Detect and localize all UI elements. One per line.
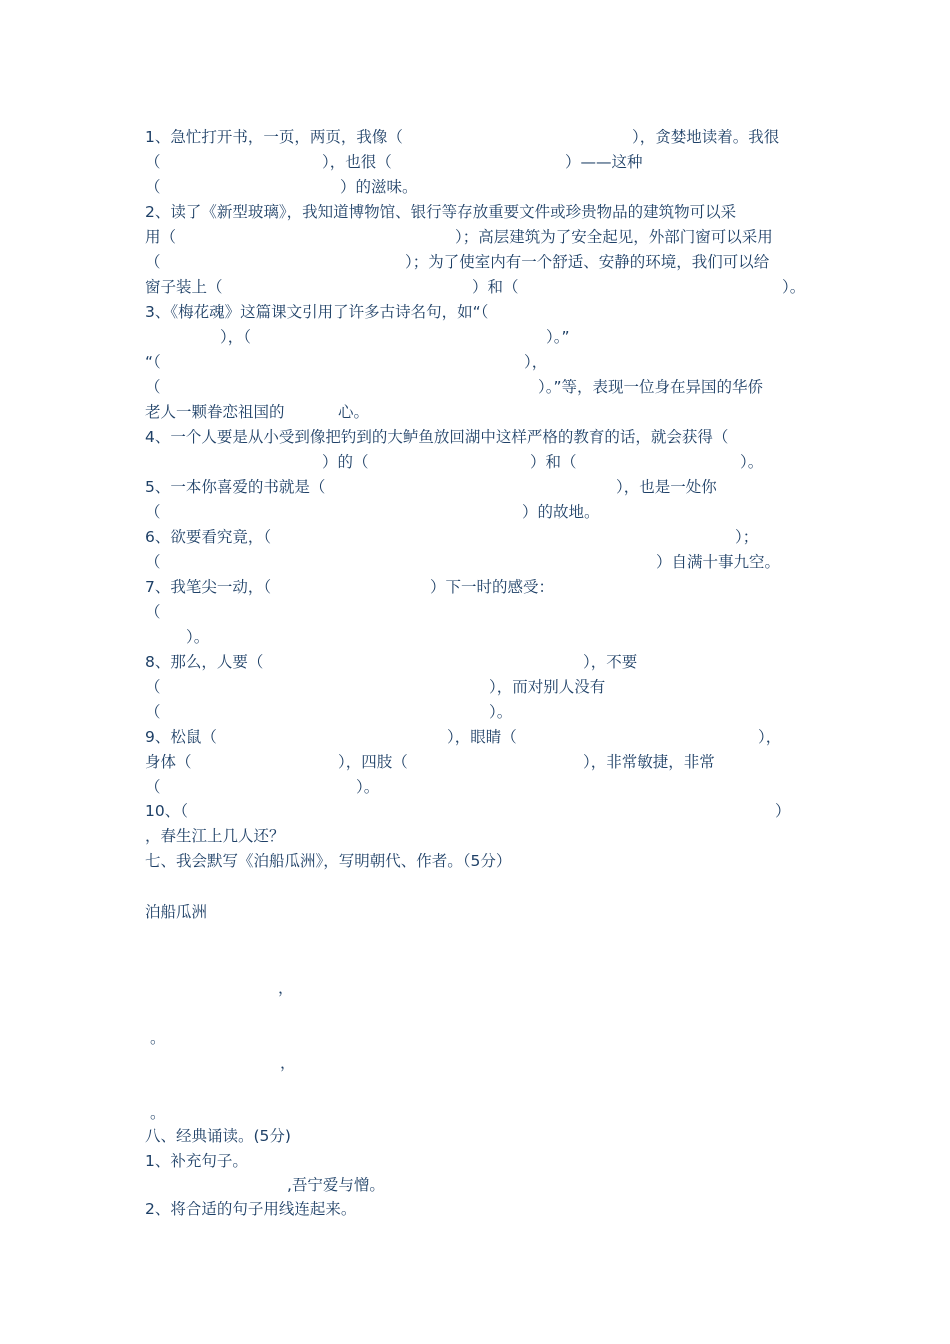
q4-text-d: ）。 [740, 453, 764, 471]
section-8-q1: 1、补充句子。 [145, 1152, 248, 1170]
q9-text-b: ），眼睛（ [447, 728, 517, 746]
q8-text-f: ）。 [489, 703, 513, 721]
q3-text-a: 3、《梅花魂》这篇课文引用了许多古诗名句，如“（ [145, 303, 489, 321]
q8-text-b: ），不要 [583, 653, 638, 671]
q1-text-g: ）的滋味。 [340, 178, 418, 196]
q3-text-f: （ [145, 378, 161, 396]
poem-period-2: 。 [150, 1104, 166, 1122]
q7-text-d: ）。 [186, 628, 210, 646]
poem-comma-1: ， [278, 979, 294, 997]
section-8-q1-line: ,吾宁爱与憎。 [287, 1176, 385, 1194]
q10-text-a: 10、（ [145, 802, 188, 820]
q9-text-d: 身体（ [145, 753, 192, 771]
q9-text-h: ）。 [356, 778, 380, 796]
q1-text-b: ），贪婪地读着。我很 [632, 128, 780, 146]
q3-text-c: ）。” [546, 328, 570, 346]
q5-text-b: ），也是一处你 [616, 478, 717, 496]
q10-text-c: ，春生江上几人还？ [145, 827, 285, 845]
q2-text-d: （ [145, 253, 161, 271]
q2-text-e: ）；为了使室内有一个舒适、安静的环境，我们可以给 [405, 253, 770, 271]
q3-text-e: ）， [524, 353, 548, 371]
q9-text-a: 9、松鼠（ [145, 728, 217, 746]
q2-text-b: 用（ [145, 228, 177, 246]
q1-text-e: ）——这种 [565, 153, 643, 171]
q9-text-c: ）， [758, 728, 782, 746]
q8-text-a: 8、那么，人要（ [145, 653, 264, 671]
poem-title: 泊船瓜洲 [145, 903, 208, 921]
section-8-q2: 2、将合适的句子用线连起来。 [145, 1200, 357, 1218]
q2-text-c: ）；高层建筑为了安全起见，外部门窗可以采用 [455, 228, 773, 246]
q2-text-a: 2、读了《新型玻璃》，我知道博物馆、银行等存放重要文件或珍贵物品的建筑物可以采 [145, 203, 737, 221]
q9-text-f: ），非常敏捷，非常 [583, 753, 715, 771]
q2-text-h: ）。 [782, 278, 806, 296]
q1-text-d: ），也很（ [322, 153, 392, 171]
section-8-heading: 八、经典诵读。(5分) [145, 1127, 291, 1145]
q4-text-a: 4、一个人要是从小受到像把钓到的大鲈鱼放回湖中这样严格的教育的话，就会获得（ [145, 428, 729, 446]
q8-text-e: （ [145, 703, 161, 721]
q7-text-c: （ [145, 603, 161, 621]
poem-comma-2: ， [280, 1054, 296, 1072]
q7-text-b: ）下一时的感受： [430, 578, 555, 596]
q6-text-a: 6、欲要看究竟，（ [145, 528, 272, 546]
q2-text-f: 窗子装上（ [145, 278, 223, 296]
q8-text-c: （ [145, 678, 161, 696]
q7-text-a: 7、我笔尖一动，（ [145, 578, 272, 596]
q4-text-c: ）和（ [530, 453, 577, 471]
q1-text-a: 1、急忙打开书，一页，两页，我像（ [145, 128, 403, 146]
q5-text-c: （ [145, 503, 161, 521]
poem-period-1: 。 [150, 1029, 166, 1047]
q1-text-f: （ [145, 178, 161, 196]
q3-text-b: ），（ [220, 328, 252, 346]
q1-text-c: （ [145, 153, 161, 171]
q5-text-a: 5、一本你喜爱的书就是（ [145, 478, 326, 496]
q3-text-g: ）。”等，表现一位身在异国的华侨 [538, 378, 764, 396]
q6-text-b: ）； [735, 528, 759, 546]
section-7-heading: 七、我会默写《泊船瓜洲》，写明朝代、作者。（5分） [145, 852, 512, 870]
q6-text-c: （ [145, 553, 161, 571]
q2-text-g: ）和（ [472, 278, 519, 296]
q4-text-b: ）的（ [322, 453, 369, 471]
q10-text-b: ） [775, 802, 791, 820]
q3-text-d: “（ [145, 353, 161, 371]
q3-text-h: 老人一颗眷恋祖国的 [145, 403, 285, 421]
q9-text-g: （ [145, 778, 161, 796]
q6-text-d: ）自满十事九空。 [656, 553, 781, 571]
q8-text-d: ），而对别人没有 [489, 678, 606, 696]
q3-text-i: 心。 [338, 403, 370, 421]
q5-text-d: ）的故地。 [522, 503, 600, 521]
q9-text-e: ），四肢（ [338, 753, 408, 771]
